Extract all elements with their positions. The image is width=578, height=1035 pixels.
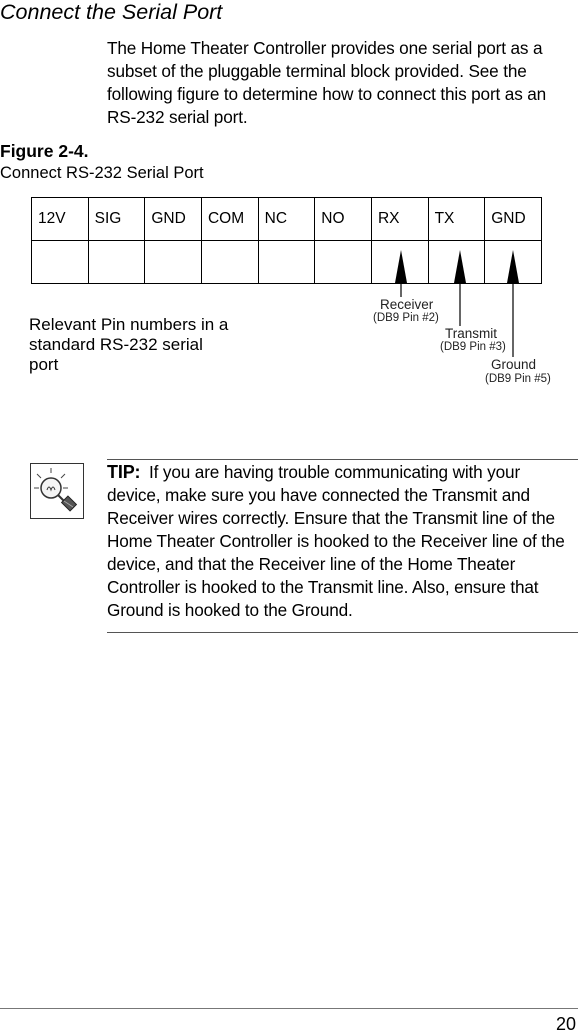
page-number: 20: [555, 1014, 576, 1034]
pin-label: GND: [145, 198, 202, 241]
pin-numbers-note: Relevant Pin numbers in a standard RS-232 serial port: [29, 315, 229, 374]
ground-label: Ground: [491, 357, 537, 372]
pin-label: COM: [201, 198, 258, 241]
receiver-arrow: [395, 250, 407, 283]
pin-label: TX: [428, 198, 485, 241]
pin-label: 12V: [32, 198, 89, 241]
figure-label: Figure 2-4.: [0, 141, 89, 161]
tip-bottom-divider: [107, 632, 578, 633]
receiver-pin-label: (DB9 Pin #2): [373, 312, 439, 324]
ground-pin-label: (DB9 Pin #5): [485, 373, 551, 385]
pin-label: NO: [315, 198, 372, 241]
pin-label: NC: [258, 198, 315, 241]
receiver-label: Receiver: [380, 297, 434, 312]
transmit-pin-label: (DB9 Pin #3): [440, 341, 506, 353]
figure-caption: Connect RS-232 Serial Port: [0, 164, 204, 182]
lightbulb-magnifier-icon: [30, 463, 84, 519]
pin-label: SIG: [88, 198, 145, 241]
footer-divider: [0, 1008, 578, 1009]
pin-label: GND: [485, 198, 542, 241]
transmit-label: Transmit: [445, 326, 498, 341]
ground-arrow: [507, 250, 519, 283]
tip-body: If you are having trouble communicating with your device, make sure you have connected the Transmit and Receiver wires correctly. Ensure that the Transmit line of the Home Theater Controller is hooked to the Receiver line of the device, and that the Receiver line of the Home Theater Controller is hooked to the Transmit line. Also, ensure that Ground is hooked to the Ground.: [107, 462, 565, 620]
tip-paragraph: [107, 461, 578, 622]
pin-label: RX: [371, 198, 428, 241]
section-heading: Connect the Serial Port: [0, 0, 223, 24]
transmit-arrow: [454, 250, 466, 283]
tip-top-divider: [107, 459, 578, 460]
intro-paragraph: The Home Theater Controller provides one serial port as a subset of the pluggable terminal block provided. See the following figure to determine how to connect this port as an RS-232 serial port.: [107, 38, 547, 127]
tip-label: TIP:: [107, 462, 141, 482]
